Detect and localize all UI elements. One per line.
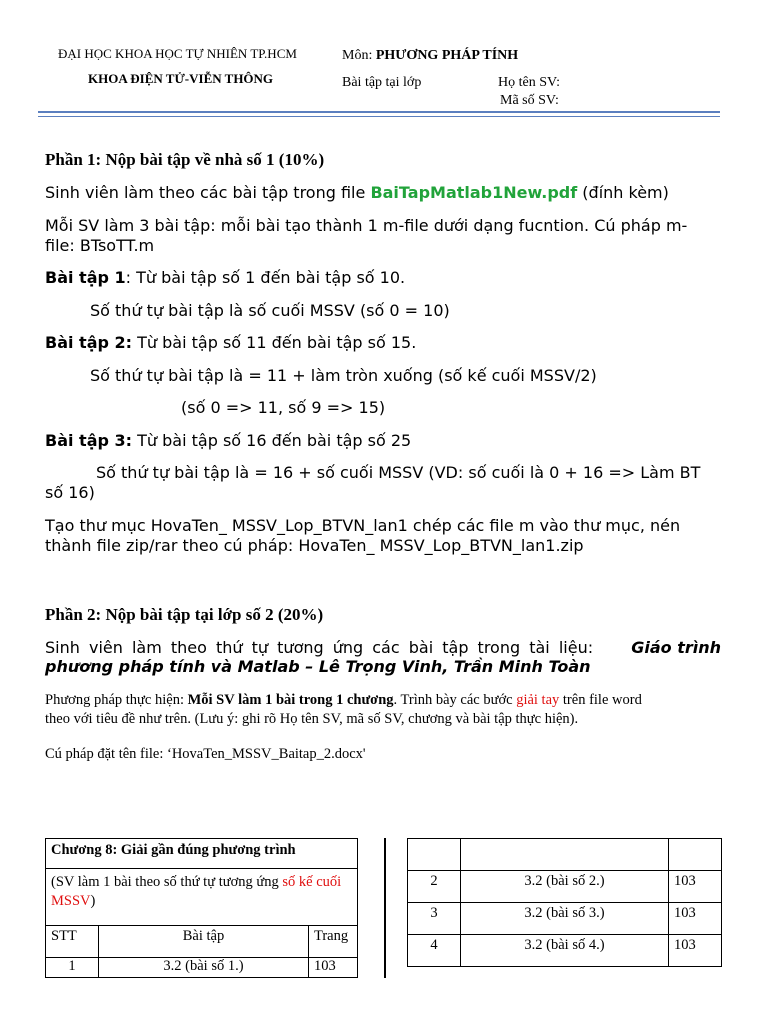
exercise2-rule: Số thứ tự bài tập là = 11 + làm tròn xuống (số kế cuối MSSV/2) [90, 366, 597, 385]
part1-line1 [45, 183, 669, 203]
header-exercise: Bài tập [99, 926, 309, 958]
exercise3 [45, 431, 411, 451]
subject-name: PHƯƠNG PHÁP TÍNH [375, 48, 519, 63]
part2-heading: Phần 2: Nộp bài tập tại lớp số 2 (20%) [45, 605, 324, 624]
part2-intro-text: Sinh viên làm theo thứ tự tương ứng các bài tập trong tài liệu: [45, 638, 594, 657]
table-row [408, 935, 722, 967]
chapter-title-cell [46, 839, 358, 869]
row-page: 103 [669, 903, 722, 935]
exercise3-text: Từ bài tập số 16 đến bài tập số 25 [132, 431, 412, 450]
exercise1-text: : Từ bài tập số 1 đến bài tập số 10. [125, 268, 406, 287]
filename-syntax: Cú pháp đặt tên file: ‘HovaTen_MSSV_Baitap_2.docx' [45, 746, 366, 762]
chapter-note-end: ) [90, 893, 96, 909]
part2-intro-line1 [45, 638, 721, 658]
exercise3-rule-a: Số thứ tự bài tập là = 16 + số cuối MSSV (VD: số cuối là 0 + 16 => Làm BT [96, 463, 701, 482]
part1-line2a: Mỗi SV làm 3 bài tập: mỗi bài tạo thành 1 m-file dưới dạng fucntion. Cú pháp m- [45, 216, 688, 235]
folder-instruction-b: thành file zip/rar theo cú pháp: HovaTen_ MSSV_Lop_BTVN_lan1.zip [45, 536, 584, 555]
part2-intro-line2 [45, 657, 591, 677]
column-divider [384, 838, 386, 978]
method-mid: . Trình bày các bước [393, 692, 517, 708]
attached-file-name: BaiTapMatlab1New.pdf [370, 183, 578, 202]
class-work-label: Bài tập tại lớp [342, 75, 422, 90]
row-stt: 2 [408, 871, 461, 903]
header-page: Trang [309, 926, 358, 958]
faculty-name: KHOA ĐIỆN TỬ-VIỄN THÔNG [88, 71, 274, 86]
chapter-note-red: số kế cuối MSSV [51, 874, 342, 909]
header-rule-thick [38, 111, 720, 113]
row-stt: 3 [408, 903, 461, 935]
university-name: ĐẠI HỌC KHOA HỌC TỰ NHIÊN TP.HCM [58, 46, 297, 61]
student-name-label: Họ tên SV: [498, 75, 560, 90]
exercise2-text: Từ bài tập số 11 đến bài tập số 15. [132, 333, 417, 352]
row-exercise: 3.2 (bài số 4.) [461, 935, 669, 967]
row-page: 103 [669, 871, 722, 903]
exercise3-rule-b: số 16) [45, 483, 95, 502]
row-stt: 4 [408, 935, 461, 967]
method-bold: Mỗi SV làm 1 bài trong 1 chương [187, 692, 394, 708]
row-stt: 1 [46, 958, 99, 978]
part1-line1-suffix: (đính kèm) [577, 183, 669, 202]
empty-cell [408, 839, 461, 871]
exercise1-rule: Số thứ tự bài tập là số cuối MSSV (số 0 = 10) [90, 301, 450, 320]
row-page: 103 [669, 935, 722, 967]
part1-line1-text: Sinh viên làm theo các bài tập trong file [45, 183, 371, 202]
empty-cell [461, 839, 669, 871]
table-row [46, 958, 358, 978]
part1-heading: Phần 1: Nộp bài tập về nhà số 1 (10%) [45, 150, 325, 169]
part1-line2b: file: BTsoTT.m [45, 236, 155, 255]
method-label: Phương pháp thực hiện: [45, 692, 188, 708]
header-stt: STT [46, 926, 99, 958]
row-exercise: 3.2 (bài số 1.) [99, 958, 309, 978]
folder-instruction-a: Tạo thư mục HovaTen_ MSSV_Lop_BTVN_lan1 chép các file m vào thư mục, nén [45, 516, 681, 535]
exercise1 [45, 268, 405, 288]
chapter-note-text: (SV làm 1 bài theo số thứ tự tương ứng [51, 874, 283, 890]
empty-cell [669, 839, 722, 871]
exercise2-label: Bài tập 2: [45, 333, 133, 352]
table-row [408, 871, 722, 903]
header-rule-thin [38, 116, 720, 117]
exercise2 [45, 333, 416, 353]
chapter-table [45, 838, 358, 978]
student-id-label: Mã số SV: [500, 93, 559, 108]
method-line2: theo với tiêu đề như trên. (Lưu ý: ghi rõ Họ tên SV, mã số SV, chương và bài tập thực hiện). [45, 711, 579, 727]
row-exercise: 3.2 (bài số 2.) [461, 871, 669, 903]
exercise3-label: Bài tập 3: [45, 431, 133, 450]
exercise1-label: Bài tập 1 [45, 268, 126, 287]
chapter-title: Chương 8: Giải gần đúng phương trình [51, 842, 296, 858]
method-line1 [45, 691, 642, 710]
row-exercise: 3.2 (bài số 3.) [461, 903, 669, 935]
subject-label: Môn: [342, 48, 373, 63]
continuation-table [407, 838, 722, 967]
subject-line [342, 48, 518, 64]
method-red: giải tay [516, 692, 560, 708]
book-title-b: phương pháp tính và Matlab – Lê Trọng Vinh, Trần Minh Toàn [45, 657, 591, 676]
table-row [408, 903, 722, 935]
book-title-a: Giáo trình [631, 638, 721, 657]
exercise2-example: (số 0 => 11, số 9 => 15) [181, 398, 386, 417]
chapter-note-cell [46, 869, 358, 926]
row-page: 103 [309, 958, 358, 978]
method-post: trên file word [559, 692, 642, 708]
